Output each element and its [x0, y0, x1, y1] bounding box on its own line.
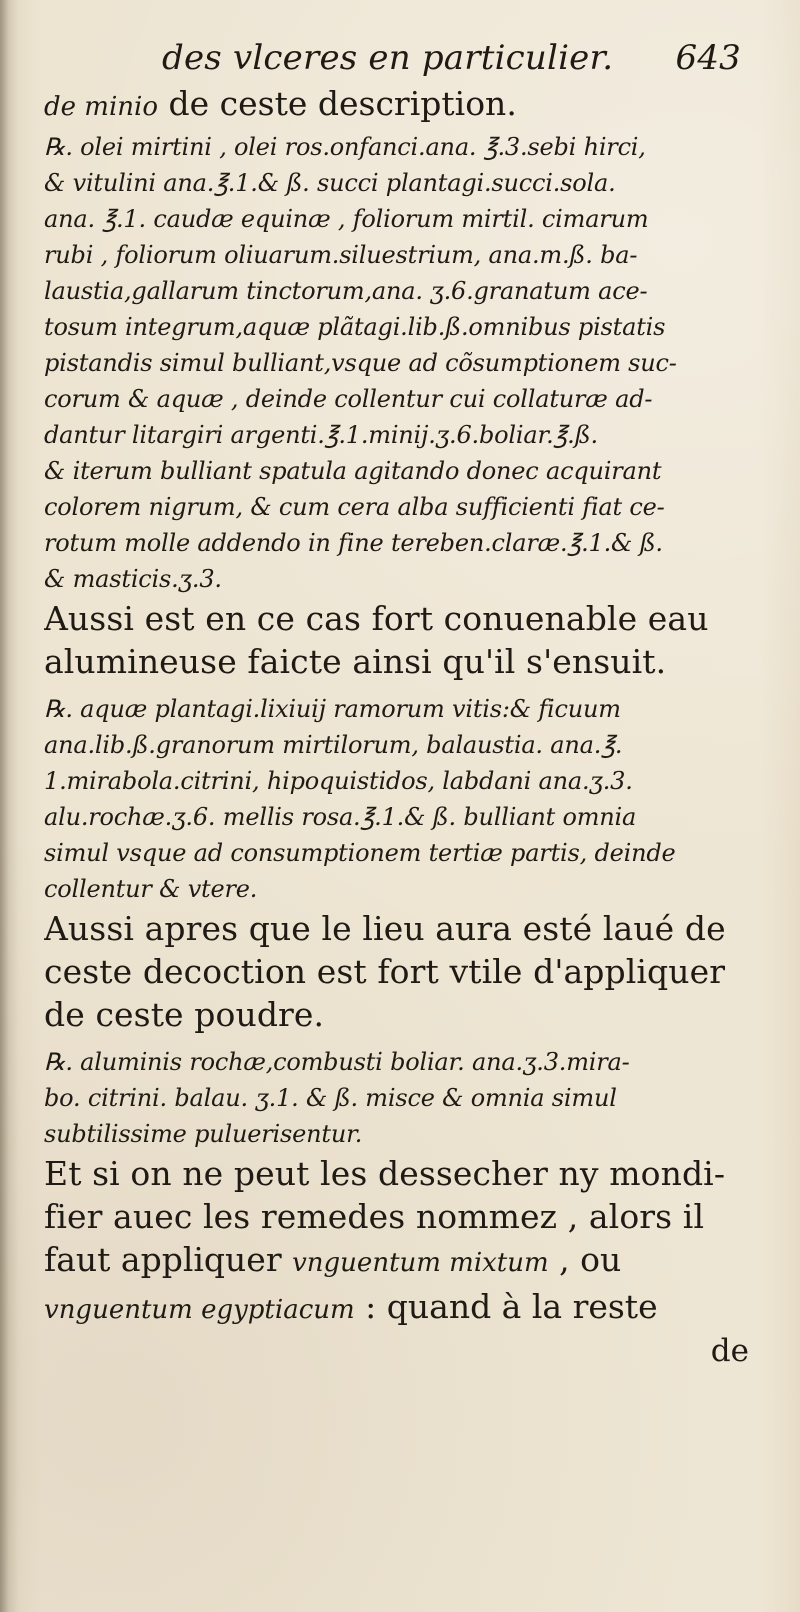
paragraph-3-line-1: Et si on ne peut les dessecher ny mondi- — [44, 1154, 726, 1193]
paragraph-3-line-3 — [44, 1238, 759, 1285]
recipe-1-line-7: pistandis simul bulliant,vsque ad cõsumptionem suc- — [44, 349, 677, 377]
recipe-1-line-11: colorem nigrum, & cum cera alba sufficienti fiat ce- — [44, 493, 665, 521]
paragraph-3-line-2: fier auec les remedes nommez , alors il — [44, 1197, 705, 1236]
paragraph-3-line-4 — [44, 1285, 759, 1332]
paragraph-3-roman-text: faut appliquer — [44, 1240, 282, 1279]
opening-roman-text: de ceste description. — [168, 84, 517, 123]
running-title: des vlceres en particulier. — [162, 38, 614, 78]
paragraph-2-line-2: ceste decoction est fort vtile d'appliquer — [44, 952, 726, 991]
paragraph-1-line-1: Aussi est en ce cas fort conuenable eau — [44, 599, 709, 638]
recipe-1-line-5: laustia,gallarum tinctorum,ana. ʒ.6.granatum ace- — [44, 277, 648, 305]
paragraph-2-line-3: de ceste poudre. — [44, 995, 325, 1034]
paragraph-3-italic-term-2: vnguentum egyptiacum — [44, 1295, 355, 1325]
recipe-1-line-2: & vitulini ana.℥.1.& ß. succi plantagi.succi.sola. — [44, 169, 616, 197]
recipe-2-line-6: collentur & vtere. — [44, 875, 258, 903]
paragraph-3-roman-end: , ou — [559, 1240, 622, 1279]
opening-italic-text: de minio — [44, 92, 158, 122]
recipe-1-line-3: ana. ℥.1. caudæ equinæ , foliorum mirtil. cimarum — [44, 205, 649, 233]
block-gap — [44, 1036, 759, 1044]
recipe-1-line-1: ℞. olei mirtini , olei ros.onfanci.ana. ℥.3.sebi hirci, — [44, 133, 646, 161]
recipe-1-line-6: tosum integrum,aquæ plãtagi.lib.ß.omnibus pistatis — [44, 313, 666, 341]
recipe-1-line-10: & iterum bulliant spatula agitando donec acquirant — [44, 457, 662, 485]
recipe-3-line-2: bo. citrini. balau. ʒ.1. & ß. misce & omnia simul — [44, 1084, 617, 1112]
recipe-1-line-13: & masticis.ʒ.3. — [44, 565, 222, 593]
binding-shadow — [0, 0, 18, 1612]
recipe-2-line-4: alu.rochæ.ʒ.6. mellis rosa.℥.1.& ß. bulliant omnia — [44, 803, 637, 831]
paragraph-3-roman-end-2: : quand à la reste — [365, 1287, 658, 1326]
block-gap — [44, 683, 759, 691]
page-content — [44, 34, 759, 1370]
recipe-2-line-1: ℞. aquæ plantagi.lixiuij ramorum vitis:& ficuum — [44, 695, 621, 723]
recipe-1-line-8: corum & aquæ , deinde collentur cui collaturæ ad- — [44, 385, 653, 413]
recipe-3-line-3: subtilissime puluerisentur. — [44, 1120, 363, 1148]
recipe-1-line-9: dantur litargiri argenti.℥.1.minij.ʒ.6.boliar.℥.ß. — [44, 421, 598, 449]
recipe-3-line-1: ℞. aluminis rochæ,combusti boliar. ana.ʒ.3.mira- — [44, 1048, 630, 1076]
catchword: de — [710, 1333, 749, 1369]
running-header — [44, 34, 759, 82]
recipe-1-line-12: rotum molle addendo in fine tereben.claræ.℥.1.& ß. — [44, 529, 663, 557]
opening-line — [44, 82, 759, 129]
recipe-2-line-3: 1.mirabola.citrini, hipoquistidos, labdani ana.ʒ.3. — [44, 767, 633, 795]
paragraph-3-italic-term: vnguentum mixtum — [292, 1248, 549, 1278]
recipe-2-line-2: ana.lib.ß.granorum mirtilorum, balaustia. ana.℥. — [44, 731, 623, 759]
recipe-2-line-5: simul vsque ad consumptionem tertiæ partis, deinde — [44, 839, 676, 867]
paragraph-1-line-2: alumineuse faicte ainsi qu'il s'ensuit. — [44, 642, 667, 681]
recipe-1-line-4: rubi , foliorum oliuarum.siluestrium, ana.m.ß. ba- — [44, 241, 638, 269]
page-number: 643 — [675, 38, 741, 78]
paragraph-2-line-1: Aussi apres que le lieu aura esté laué de — [44, 909, 726, 948]
